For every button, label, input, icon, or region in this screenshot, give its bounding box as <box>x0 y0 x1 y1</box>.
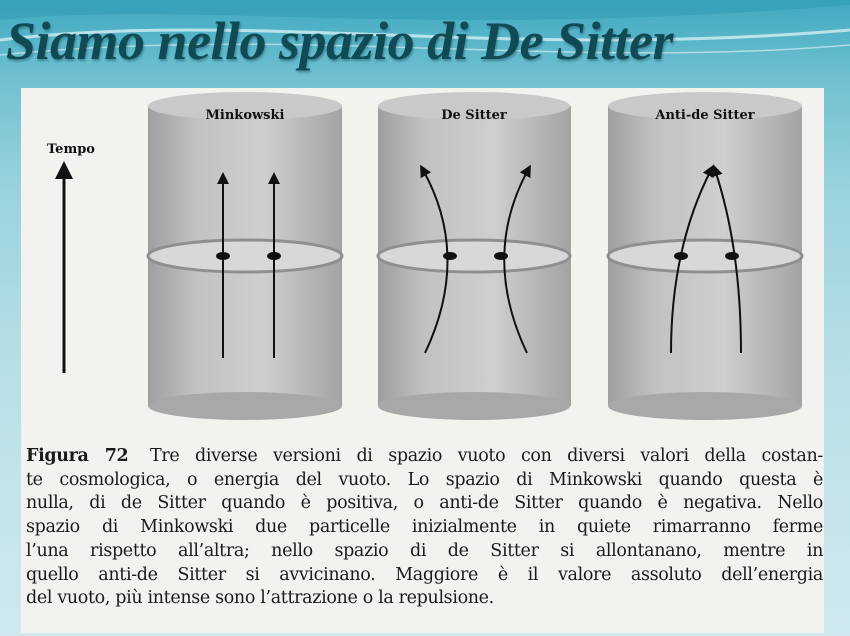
caption-line: quello anti-de Sitter si avvicinano. Maggiore è il valore assoluto dell’energia <box>26 564 823 585</box>
caption-line: te cosmologica, o energia del vuoto. Lo spazio di Minkowski quando questa è <box>26 469 823 490</box>
caption-line: del vuoto, più intense sono l’attrazione o la repulsione. <box>26 588 494 609</box>
time-axis-label: Tempo <box>47 142 95 157</box>
panel-de-sitter <box>378 92 571 420</box>
figure-label: Figura 72 <box>26 446 129 466</box>
figure-scan <box>21 88 824 633</box>
figure-caption <box>26 445 823 611</box>
panel-label-minkowski: Minkowski <box>205 108 285 123</box>
caption-line: nulla, di de Sitter quando è positiva, o anti-de Sitter quando è negativa. Nello <box>26 493 823 514</box>
spacetime-diagram <box>21 88 824 438</box>
slide-title: Siamo nello spazio di De Sitter <box>6 11 674 71</box>
panel-label-de-sitter: De Sitter <box>441 108 507 123</box>
caption-line: spazio di Minkowski due particelle inizialmente in quiete rimarranno ferme <box>26 517 823 538</box>
panel-anti-de-sitter <box>608 92 802 420</box>
panel-label-anti-de-sitter: Anti-de Sitter <box>655 108 755 123</box>
panel-minkowski <box>148 92 342 420</box>
caption-line: Figura 72 Tre diverse versioni di spazio vuoto con diversi valori della costan- <box>26 446 823 466</box>
caption-line: l’una rispetto all’altra; nello spazio di de Sitter si allontanano, mentre in <box>26 540 823 561</box>
